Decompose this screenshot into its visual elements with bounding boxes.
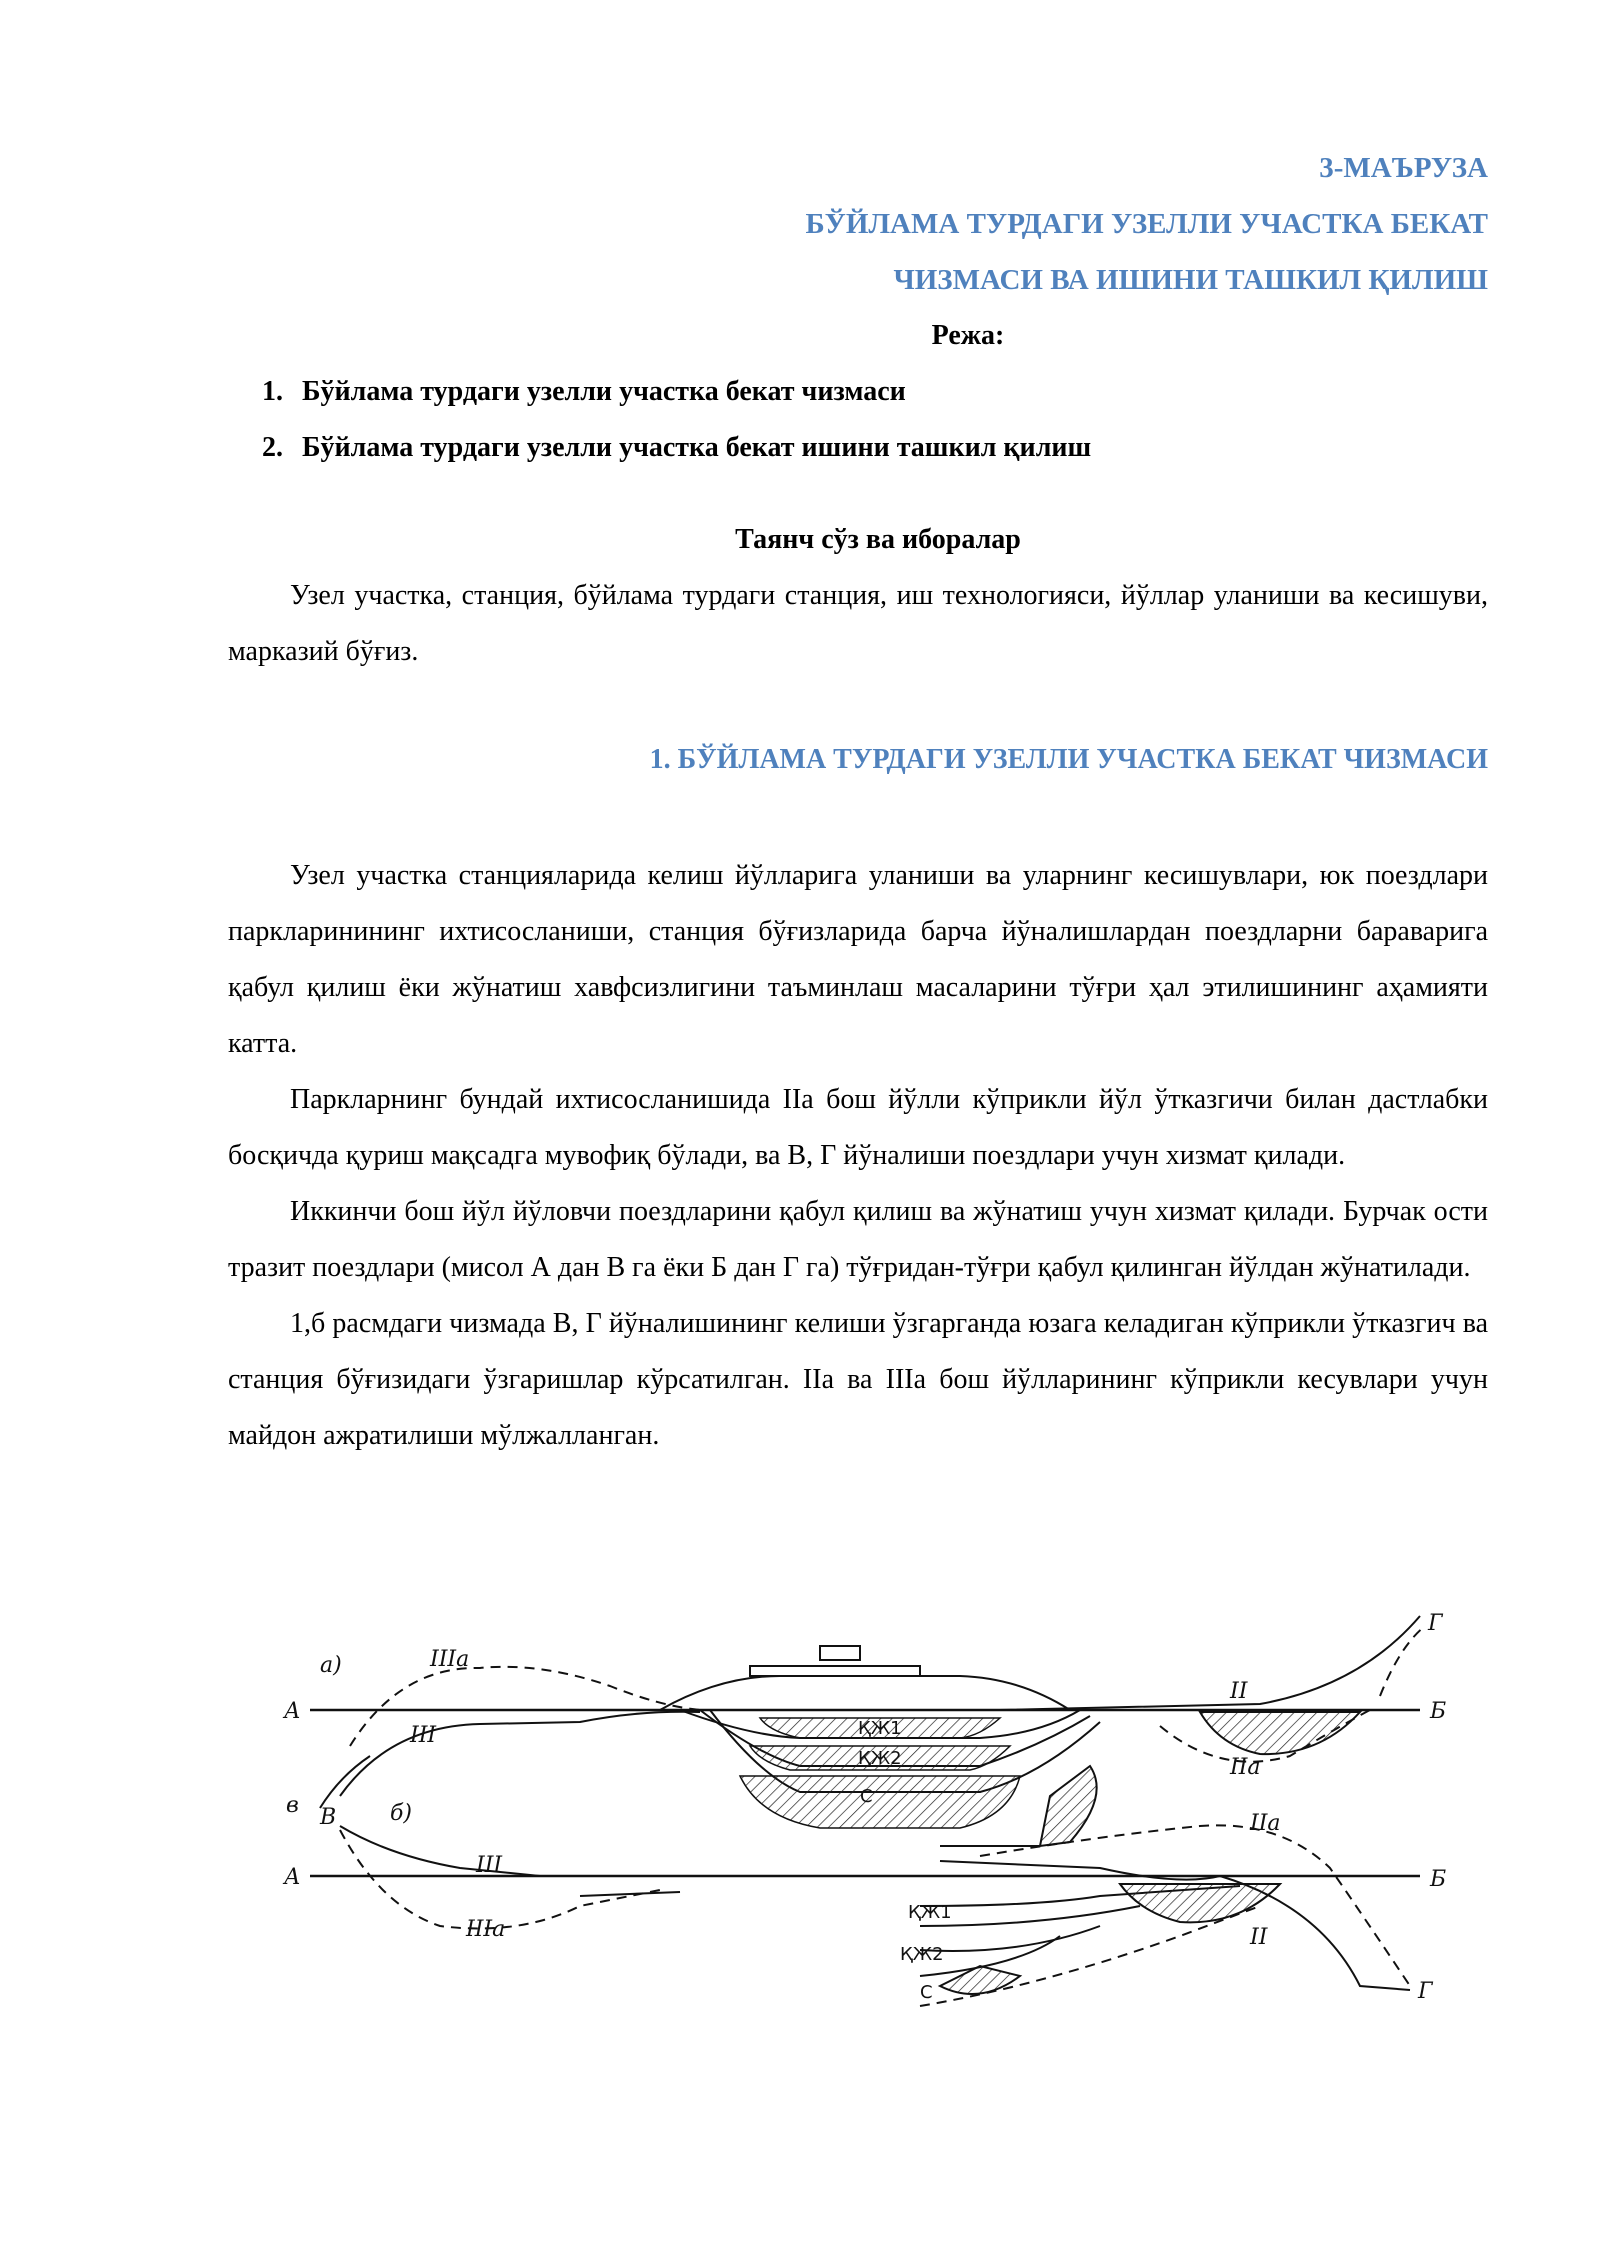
label-c-bot: С bbox=[920, 1982, 933, 2003]
park-c-a bbox=[740, 1776, 1020, 1828]
plan-item: 1. Бўйлама турдаги узелли участка бекат чизмаси bbox=[290, 364, 1488, 420]
label-a-bot: А bbox=[284, 1865, 301, 1890]
lecture-title-line2: ЧИЗМАСИ ВА ИШИНИ ТАШКИЛ ҚИЛИШ bbox=[893, 264, 1488, 296]
label-b-top: Б bbox=[1430, 1699, 1447, 1724]
plan-heading: Режа: bbox=[931, 320, 1005, 351]
label-v-bot: В bbox=[320, 1805, 337, 1830]
label-panel-b: б) bbox=[390, 1801, 413, 1826]
paragraph: Иккинчи бош йўл йўловчи поездларини қабул қилиш ва жўнатиш учун хизмат қилади. Бурчак ости тразит поездлари (мисол А дан В га ёки Б дан Г га) тўғридан-тўғри қабул қилинган йўлдан жўнатилади. bbox=[228, 1196, 1488, 1283]
paragraph: 1,б расмдаги чизмада В, Г йўналишининг келиши ўзгарганда юзага келадиган кўприкли ўтказгич ва станция бўғизидаги ўзгаришлар кўрсатилган. IIа ва IIIа бош йўлларининг кўприкли кесувлари учун майдон ажратилиши мўлжалланган. bbox=[228, 1308, 1488, 1451]
station-scheme-figure bbox=[280, 1606, 1460, 2054]
lecture-title-line1: БЎЙЛАМА ТУРДАГИ УЗЕЛЛИ УЧАСТКА БЕКАТ bbox=[805, 208, 1488, 240]
label-iii-top: III bbox=[410, 1723, 437, 1748]
label-kj1-bot: ҚЖ1 bbox=[908, 1902, 952, 1923]
label-c-top: С bbox=[860, 1786, 873, 1807]
label-iii-bot: III bbox=[476, 1853, 503, 1878]
keywords-heading: Таянч сўз ва иборалар bbox=[735, 524, 1021, 555]
label-panel-a: а) bbox=[320, 1653, 342, 1678]
label-iiia-bot: IIIа bbox=[466, 1917, 506, 1942]
label-kj1-top: ҚЖ1 bbox=[858, 1718, 902, 1739]
label-a-top: А bbox=[284, 1699, 301, 1724]
plan-list bbox=[228, 364, 1488, 476]
document-page bbox=[228, 140, 1488, 1464]
paragraph: Паркларнинг бундай ихтисосланишида IIа бош йўлли кўприкли йўл ўтказгичи билан дастлабки босқичда қуриш мақсадга мувофиқ бўлади, ва В, Г йўналиши поездлари учун хизмат қилади. bbox=[228, 1084, 1488, 1171]
label-kj2-bot: ҚЖ2 bbox=[900, 1944, 944, 1965]
label-ii-top: II bbox=[1230, 1679, 1248, 1704]
label-g-top: Г bbox=[1428, 1611, 1443, 1636]
label-g-bot: Г bbox=[1418, 1979, 1433, 2004]
label-v-top: в bbox=[286, 1793, 299, 1818]
label-kj2-top: ҚЖ2 bbox=[858, 1748, 902, 1769]
label-b-bot: Б bbox=[1430, 1867, 1447, 1892]
label-iia-top: IIа bbox=[1230, 1755, 1261, 1780]
station-scheme-drawing bbox=[280, 1606, 1460, 2054]
section-title: 1. БЎЙЛАМА ТУРДАГИ УЗЕЛЛИ УЧАСТКА БЕКАТ ЧИЗМАСИ bbox=[649, 744, 1488, 775]
lecture-number: 3-МАЪРУЗА bbox=[1319, 152, 1488, 184]
plan-item: 2. Бўйлама турдаги узелли участка бекат ишини ташкил қилиш bbox=[290, 420, 1488, 476]
label-iiia-top: IIIа bbox=[430, 1647, 470, 1672]
label-ii-bot: II bbox=[1250, 1925, 1268, 1950]
label-iia-bot: IIа bbox=[1250, 1811, 1281, 1836]
keywords-text: Узел участка, станция, бўйлама турдаги станция, иш технологияси, йўллар уланиши ва кесишуви, марказий бўғиз. bbox=[228, 580, 1488, 667]
paragraph: Узел участка станцияларида келиш йўлларига уланиши ва уларнинг кесишувлари, юк поездлари паркларинининг ихтисосланиши, станция бўғизларида барча йўналишлардан поездларни бараварига қабул қилиш ёки жўнатиш хавфсизлигини таъминлаш масаларини тўғри ҳал этилишининг аҳамияти катта. bbox=[228, 860, 1488, 1059]
